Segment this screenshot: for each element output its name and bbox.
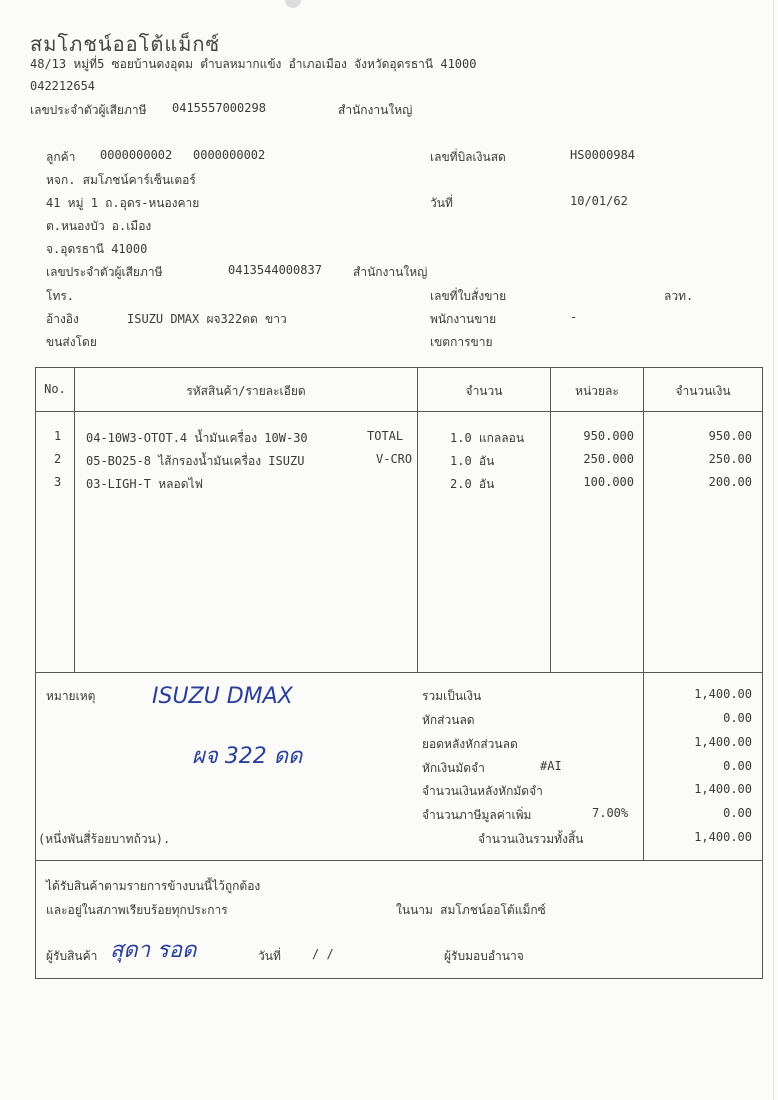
- after-discount-label: ยอดหลังหักส่วนลด: [422, 737, 518, 751]
- customer-tax-id: 0413544000837: [228, 263, 322, 277]
- customer-code-2: 0000000002: [193, 148, 266, 162]
- row-description: 03-LIGH-T หลอดไฟ: [86, 477, 204, 491]
- received-statement-1: ได้รับสินค้าตามรายการข้างบนนี้ไว้ถูกต้อง: [46, 879, 261, 893]
- row-unit-price: 100.000: [583, 475, 634, 489]
- discount-value: 0.00: [723, 711, 752, 725]
- page-edge: [773, 0, 774, 1100]
- invoice-sales-label: พนักงานขาย: [430, 312, 497, 326]
- company-address: 48/13 หมู่ที่5 ซอยบ้านดงอุดม ตำบลหมากแข้ง อำเภอเมือง จังหวัดอุดรธานี 41000: [30, 57, 477, 71]
- customer-address-2: ต.หนองบัว อ.เมือง: [46, 219, 152, 233]
- row-quantity: 2.0 อัน: [450, 477, 495, 491]
- company-name: สมโภชน์ออโต้แม็กซ์: [30, 32, 221, 56]
- deposit-code: #AI: [540, 759, 562, 773]
- deposit-value: 0.00: [723, 759, 752, 773]
- customer-label: ลูกค้า: [46, 150, 76, 164]
- col-header-description: รหัสสินค้า/รายละเอียด: [186, 384, 306, 398]
- row-no: 3: [54, 475, 62, 489]
- customer-ship-label: ขนส่งโดย: [46, 335, 97, 349]
- row-amount: 950.00: [708, 429, 752, 443]
- grand-total-label: จำนวนเงินรวมทั้งสิ้น: [478, 832, 584, 846]
- row-unit-price: 950.000: [583, 429, 634, 443]
- company-phone: 042212654: [30, 79, 96, 93]
- received-statement-2: และอยู่ในสภาพเรียบร้อยทุกประการ: [46, 903, 228, 917]
- row-unit-price: 250.000: [583, 452, 634, 466]
- customer-ref-label: อ้างอิง: [46, 312, 79, 326]
- company-tax-id: 0415557000298: [172, 101, 266, 115]
- remarks-label: หมายเหตุ: [46, 689, 96, 703]
- col-header-no: No.: [44, 382, 66, 396]
- row-description: 05-BO25-8 ไส้กรองน้ำมันเครื่อง ISUZU: [86, 454, 305, 468]
- on-behalf-of: ในนาม สมโภชน์ออโต้แม็กซ์: [396, 903, 546, 917]
- invoice-sales-value: -: [570, 310, 578, 324]
- customer-address-1: 41 หมู่ 1 ถ.อุดร-หนองคาย: [46, 196, 200, 210]
- company-branch: สำนักงานใหญ่: [338, 103, 413, 117]
- amount-in-words: (หนึ่งพันสี่ร้อยบาทถ้วน).: [38, 832, 171, 846]
- col-header-quantity: จำนวน: [465, 384, 503, 398]
- handwritten-remark-model: ISUZU DMAX: [152, 684, 293, 709]
- authorized-label: ผู้รับมอบอำนาจ: [444, 949, 524, 963]
- invoice-no-label: เลขที่บิลเงินสด: [430, 150, 506, 164]
- col-header-amount: จำนวนเงิน: [675, 384, 731, 398]
- vat-label: จำนวนภาษีมูลค่าเพิ่ม: [422, 808, 532, 822]
- row-tag: TOTAL: [367, 429, 404, 443]
- after-discount-value: 1,400.00: [694, 735, 752, 749]
- row-no: 1: [54, 429, 62, 443]
- customer-branch: สำนักงานใหญ่: [353, 265, 428, 279]
- row-amount: 200.00: [708, 475, 752, 489]
- company-tax-label: เลขประจำตัวผู้เสียภาษี: [30, 103, 147, 117]
- invoice-date: 10/01/62: [570, 194, 628, 208]
- invoice-order-value: ลวท.: [664, 289, 694, 303]
- row-amount: 250.00: [708, 452, 752, 466]
- receive-date-label: วันที่: [258, 949, 281, 963]
- row-description: 04-10W3-OTOT.4 น้ำมันเครื่อง 10W-30: [86, 431, 308, 445]
- customer-tax-label: เลขประจำตัวผู้เสียภาษี: [46, 265, 163, 279]
- vat-value: 0.00: [723, 806, 752, 820]
- handwritten-remark-plate: ผจ 322 ดด: [192, 744, 303, 769]
- col-header-unit-price: หน่วยละ: [575, 384, 619, 398]
- invoice-date-label: วันที่: [430, 196, 453, 210]
- receiver-signature: สุดา รอด: [110, 938, 197, 963]
- grand-total-value: 1,400.00: [694, 830, 752, 844]
- discount-label: หักส่วนลด: [422, 713, 475, 727]
- vat-rate: 7.00%: [592, 806, 629, 820]
- receive-date-blank: / /: [312, 947, 334, 961]
- receiver-label: ผู้รับสินค้า: [46, 949, 98, 963]
- after-deposit-value: 1,400.00: [694, 782, 752, 796]
- invoice-terms-label: เขตการขาย: [430, 335, 493, 349]
- row-quantity: 1.0 แกลลอน: [450, 431, 525, 445]
- punch-hole-mark: [285, 0, 301, 8]
- customer-name: หจก. สมโภชน์คาร์เซ็นเตอร์: [46, 173, 196, 187]
- customer-phone-label: โทร.: [46, 289, 75, 303]
- row-quantity: 1.0 อัน: [450, 454, 495, 468]
- after-deposit-label: จำนวนเงินหลังหักมัดจำ: [422, 784, 543, 798]
- customer-code-1: 0000000002: [100, 148, 173, 162]
- invoice-order-label: เลขที่ใบสั่งขาย: [430, 289, 507, 303]
- subtotal-value: 1,400.00: [694, 687, 752, 701]
- row-tag: V-CRO: [376, 452, 413, 466]
- row-no: 2: [54, 452, 62, 466]
- customer-ref-value: ISUZU DMAX ผจ322ดด ขาว: [127, 312, 287, 326]
- subtotal-label: รวมเป็นเงิน: [422, 689, 482, 703]
- invoice-no: HS0000984: [570, 148, 636, 162]
- deposit-label: หักเงินมัดจำ: [422, 761, 485, 775]
- customer-address-3: จ.อุดรธานี 41000: [46, 242, 148, 256]
